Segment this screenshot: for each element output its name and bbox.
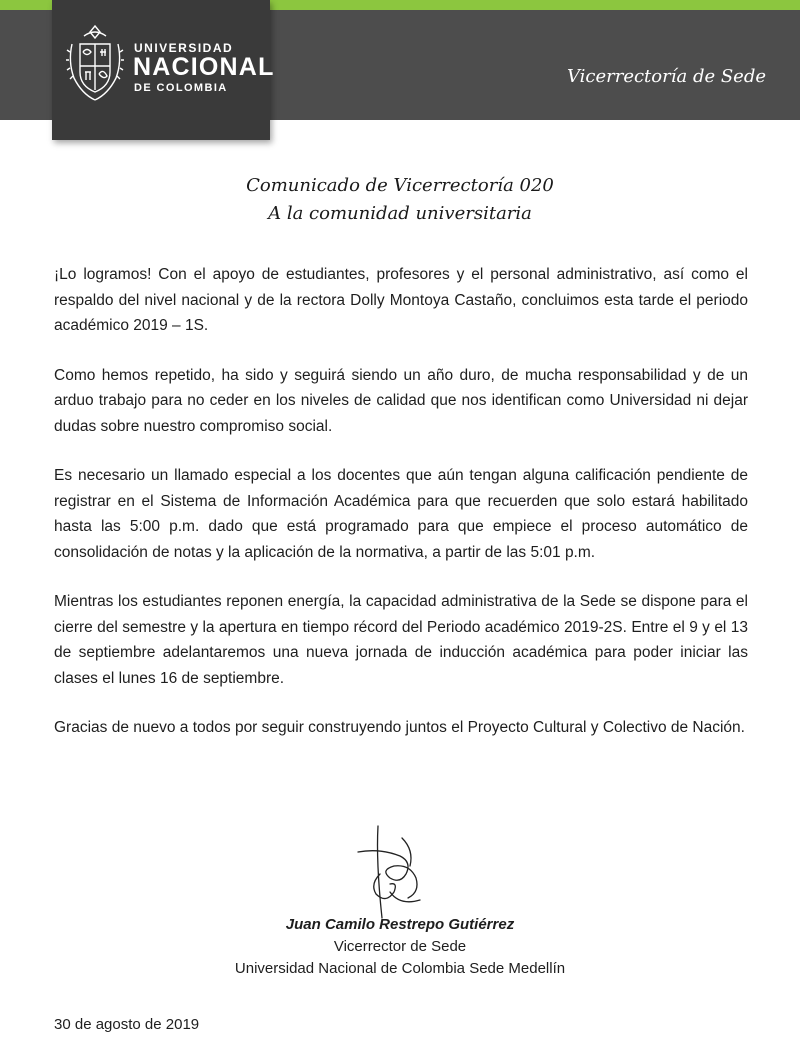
- paragraph: ¡Lo logramos! Con el apoyo de estudiantes, profesores y el personal administrativo, así como el respaldo del nivel nacional y de la rectora Dolly Montoya Castaño, concluimos esta tarde el periodo académico 2019 – 1S.: [54, 266, 748, 334]
- office-title: Vicerrectoría de Sede: [566, 66, 766, 87]
- signatory-name: Juan Camilo Restrepo Gutiérrez: [285, 916, 515, 933]
- document-date: 30 de agosto de 2019: [54, 1016, 200, 1033]
- paragraph: Mientras los estudiantes reponen energía, la capacidad administrativa de la Sede se dispone para el cierre del semestre y la apertura en tiempo récord del Periodo académico 2019-2S. Entre el 9 y el 13 de septiembre adelantaremos una nueva jornada de inducción académica para poder iniciar las clases el lunes 16 de septiembre.: [54, 593, 748, 687]
- paragraph: Gracias de nuevo a todos por seguir construyendo juntos el Proyecto Cultural y Colectivo de Nación.: [54, 719, 745, 736]
- signatory-organization: Universidad Nacional de Colombia Sede Medellín: [234, 960, 566, 977]
- university-logo: [52, 0, 275, 140]
- signatory-role: Vicerrector de Sede: [333, 938, 467, 955]
- logo-text-universidad: UNIVERSIDAD: [134, 41, 234, 55]
- logo-text-nacional: NACIONAL: [133, 53, 275, 81]
- paragraph: Como hemos repetido, ha sido y seguirá siendo un año duro, de mucha responsabilidad y de un arduo trabajo para no ceder en los niveles de calidad que nos identifican como Universidad ni dejar dudas sobre nuestro compromiso social.: [54, 366, 748, 435]
- paragraph: Es necesario un llamado especial a los docentes que aún tengan alguna calificación pendiente de registrar en el Sistema de Información Académica para que recuerden que solo estará habilitado hasta las 5:00 p.m. dado que está programado para que empiece el proceso automático de consolidación de notas y la aplicación de la normativa, a partir de las 5:01 p.m.: [54, 467, 748, 561]
- logo-text-de-colombia: DE COLOMBIA: [134, 82, 228, 94]
- handwritten-signature: [350, 822, 440, 922]
- signature-block: [150, 914, 650, 980]
- university-seal-icon: [64, 22, 126, 106]
- letter-body: [54, 262, 748, 765]
- communique-title: [0, 172, 800, 228]
- title-line-1: Comunicado de Vicerrectoría 020: [246, 175, 554, 196]
- title-line-2: A la comunidad universitaria: [268, 203, 532, 224]
